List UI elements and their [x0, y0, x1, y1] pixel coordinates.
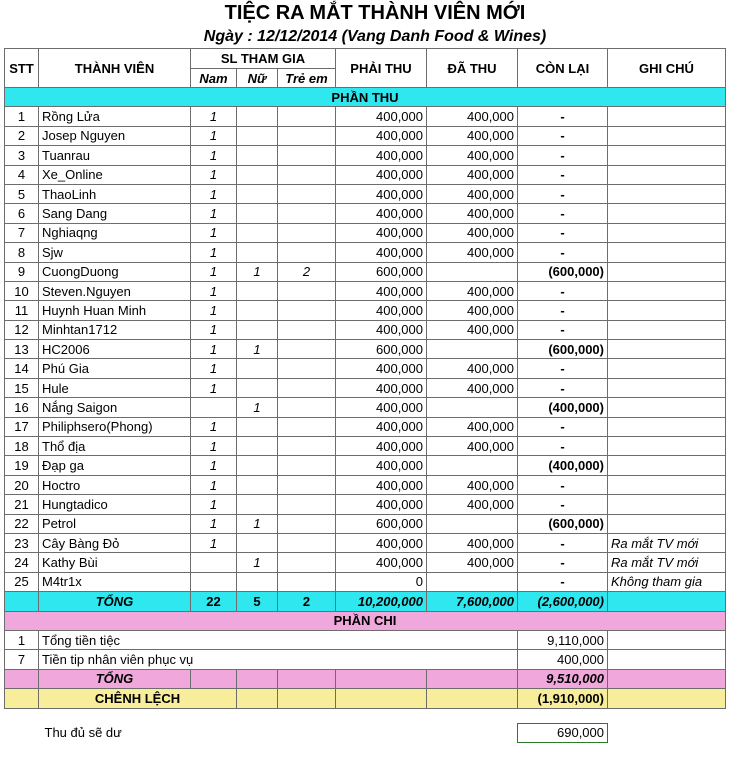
member-nu: 1: [237, 553, 278, 572]
member-note: [608, 495, 726, 514]
member-tre: [278, 320, 336, 339]
member-phai-thu: 0: [336, 572, 427, 591]
member-nu: [237, 165, 278, 184]
member-con-lai: -: [518, 184, 608, 203]
member-nam: 1: [191, 495, 237, 514]
member-stt: 24: [5, 553, 39, 572]
member-da-thu: [427, 514, 518, 533]
member-tre: [278, 359, 336, 378]
member-row: [5, 417, 726, 436]
member-note: [608, 359, 726, 378]
member-nam: 1: [191, 243, 237, 262]
member-nu: [237, 437, 278, 456]
member-da-thu: 400,000: [427, 359, 518, 378]
member-tre: [278, 475, 336, 494]
member-name: Steven.Nguyen: [39, 281, 191, 300]
member-da-thu: [427, 456, 518, 475]
member-note: [608, 456, 726, 475]
member-phai-thu: 400,000: [336, 146, 427, 165]
header-member: THÀNH VIÊN: [39, 49, 191, 88]
member-da-thu: 400,000: [427, 533, 518, 552]
member-row: [5, 495, 726, 514]
member-con-lai: (400,000): [518, 398, 608, 417]
member-stt: 25: [5, 572, 39, 591]
member-da-thu: 400,000: [427, 378, 518, 397]
member-con-lai: -: [518, 146, 608, 165]
header-nu: Nữ: [237, 69, 278, 88]
member-phai-thu: 400,000: [336, 204, 427, 223]
member-tre: [278, 553, 336, 572]
expense-amount: 9,110,000: [518, 630, 608, 649]
member-tre: [278, 572, 336, 591]
member-row: [5, 184, 726, 203]
member-phai-thu: 400,000: [336, 281, 427, 300]
member-note: [608, 243, 726, 262]
member-name: Xe_Online: [39, 165, 191, 184]
member-da-thu: 400,000: [427, 223, 518, 242]
member-note: Ra mắt TV mới: [608, 533, 726, 552]
member-note: Ra mắt TV mới: [608, 553, 726, 572]
member-con-lai: (600,000): [518, 262, 608, 281]
member-nu: [237, 204, 278, 223]
member-note: [608, 165, 726, 184]
member-stt: 21: [5, 495, 39, 514]
member-row: [5, 146, 726, 165]
member-row: [5, 398, 726, 417]
member-name: Thổ địa: [39, 437, 191, 456]
member-da-thu: 400,000: [427, 184, 518, 203]
member-row: [5, 378, 726, 397]
member-tre: [278, 533, 336, 552]
member-con-lai: -: [518, 495, 608, 514]
member-note: [608, 340, 726, 359]
member-row: [5, 204, 726, 223]
member-stt: 23: [5, 533, 39, 552]
member-stt: 17: [5, 417, 39, 436]
expense-name: Tổng tiền tiệc: [39, 630, 518, 649]
member-nu: [237, 146, 278, 165]
chi-total-amount: 9,510,000: [518, 669, 608, 688]
member-nu: [237, 126, 278, 145]
member-da-thu: 400,000: [427, 126, 518, 145]
member-nam: 1: [191, 204, 237, 223]
member-con-lai: -: [518, 359, 608, 378]
member-row: [5, 514, 726, 533]
member-stt: 1: [5, 107, 39, 126]
header-tre-em: Trẻ em: [278, 69, 336, 88]
member-nam: 1: [191, 456, 237, 475]
member-nam: 1: [191, 165, 237, 184]
member-row: [5, 301, 726, 320]
member-stt: 2: [5, 126, 39, 145]
thu-total-label: TỔNG: [39, 592, 191, 611]
member-da-thu: 400,000: [427, 165, 518, 184]
member-tre: [278, 437, 336, 456]
member-phai-thu: 400,000: [336, 378, 427, 397]
member-nam: 1: [191, 320, 237, 339]
member-stt: 19: [5, 456, 39, 475]
member-da-thu: [427, 340, 518, 359]
member-nam: [191, 572, 237, 591]
member-row: [5, 437, 726, 456]
member-nu: [237, 223, 278, 242]
member-row: [5, 126, 726, 145]
member-phai-thu: 400,000: [336, 320, 427, 339]
member-da-thu: 400,000: [427, 146, 518, 165]
expense-amount: 400,000: [518, 650, 608, 669]
thu-total-da: 7,600,000: [427, 592, 518, 611]
member-con-lai: -: [518, 437, 608, 456]
member-row: [5, 456, 726, 475]
member-phai-thu: 400,000: [336, 437, 427, 456]
ledger-table: [4, 48, 726, 743]
member-da-thu: 400,000: [427, 204, 518, 223]
member-con-lai: -: [518, 572, 608, 591]
member-note: [608, 146, 726, 165]
header-stt: STT: [5, 49, 39, 88]
member-con-lai: -: [518, 204, 608, 223]
member-con-lai: -: [518, 533, 608, 552]
member-name: Hoctro: [39, 475, 191, 494]
member-con-lai: -: [518, 107, 608, 126]
member-name: CuongDuong: [39, 262, 191, 281]
member-stt: 16: [5, 398, 39, 417]
member-nu: [237, 107, 278, 126]
expense-name: Tiền tip nhân viên phục vụ: [39, 650, 518, 669]
surplus-label: Thu đủ sẽ dư: [44, 725, 122, 741]
member-nam: 1: [191, 281, 237, 300]
member-note: [608, 514, 726, 533]
member-phai-thu: 400,000: [336, 533, 427, 552]
member-name: ThaoLinh: [39, 184, 191, 203]
member-name: Kathy Bùi: [39, 553, 191, 572]
member-nu: 1: [237, 398, 278, 417]
member-row: [5, 243, 726, 262]
member-row: [5, 281, 726, 300]
member-tre: [278, 340, 336, 359]
member-note: [608, 320, 726, 339]
member-da-thu: 400,000: [427, 495, 518, 514]
member-note: [608, 223, 726, 242]
member-stt: 8: [5, 243, 39, 262]
member-da-thu: 400,000: [427, 243, 518, 262]
member-con-lai: -: [518, 301, 608, 320]
member-nam: 1: [191, 340, 237, 359]
member-tre: [278, 301, 336, 320]
member-tre: [278, 514, 336, 533]
member-name: Cây Bàng Đỏ: [39, 533, 191, 552]
member-phai-thu: 400,000: [336, 417, 427, 436]
member-row: [5, 359, 726, 378]
member-con-lai: -: [518, 281, 608, 300]
member-nam: 1: [191, 184, 237, 203]
member-phai-thu: 400,000: [336, 165, 427, 184]
member-nu: [237, 301, 278, 320]
header-ghi-chu: GHI CHÚ: [608, 49, 726, 88]
member-note: [608, 184, 726, 203]
member-stt: 3: [5, 146, 39, 165]
member-nu: [237, 456, 278, 475]
member-name: HC2006: [39, 340, 191, 359]
header-da-thu: ĐÃ THU: [427, 49, 518, 88]
member-phai-thu: 600,000: [336, 340, 427, 359]
member-da-thu: 400,000: [427, 475, 518, 494]
member-note: [608, 301, 726, 320]
member-tre: [278, 398, 336, 417]
member-phai-thu: 400,000: [336, 475, 427, 494]
member-note: [608, 107, 726, 126]
member-da-thu: 400,000: [427, 437, 518, 456]
member-nam: 1: [191, 223, 237, 242]
member-stt: 20: [5, 475, 39, 494]
member-nam: 1: [191, 146, 237, 165]
member-nam: [191, 553, 237, 572]
member-tre: [278, 165, 336, 184]
member-da-thu: [427, 262, 518, 281]
section-phan-thu: PHẦN THU: [5, 88, 726, 107]
member-note: [608, 204, 726, 223]
member-stt: 9: [5, 262, 39, 281]
member-name: Phú Gia: [39, 359, 191, 378]
member-tre: [278, 126, 336, 145]
member-row: [5, 553, 726, 572]
member-con-lai: -: [518, 378, 608, 397]
member-nam: 1: [191, 107, 237, 126]
member-nam: 1: [191, 262, 237, 281]
member-con-lai: (600,000): [518, 340, 608, 359]
member-tre: 2: [278, 262, 336, 281]
member-con-lai: -: [518, 553, 608, 572]
member-nu: [237, 281, 278, 300]
member-stt: 11: [5, 301, 39, 320]
member-stt: 15: [5, 378, 39, 397]
member-nam: 1: [191, 417, 237, 436]
member-tre: [278, 456, 336, 475]
member-name: Philiphsero(Phong): [39, 417, 191, 436]
sheet-subtitle: Ngày : 12/12/2014 (Vang Danh Food & Wines): [203, 28, 547, 45]
member-nu: [237, 475, 278, 494]
header-con-lai: CÒN LẠI: [518, 49, 608, 88]
member-da-thu: 400,000: [427, 301, 518, 320]
member-name: Nắng Saigon: [39, 398, 191, 417]
member-stt: 10: [5, 281, 39, 300]
member-note: Không tham gia: [608, 572, 726, 591]
member-nam: 1: [191, 533, 237, 552]
member-nu: [237, 572, 278, 591]
member-nam: 1: [191, 437, 237, 456]
member-phai-thu: 400,000: [336, 456, 427, 475]
member-nam: 1: [191, 126, 237, 145]
member-tre: [278, 281, 336, 300]
member-phai-thu: 400,000: [336, 553, 427, 572]
member-name: Petrol: [39, 514, 191, 533]
member-phai-thu: 400,000: [336, 495, 427, 514]
member-row: [5, 572, 726, 591]
member-da-thu: 400,000: [427, 320, 518, 339]
member-nu: [237, 184, 278, 203]
member-stt: 7: [5, 223, 39, 242]
difference-amount: (1,910,000): [518, 689, 608, 708]
member-stt: 4: [5, 165, 39, 184]
member-nu: [237, 417, 278, 436]
member-con-lai: -: [518, 223, 608, 242]
member-con-lai: (400,000): [518, 456, 608, 475]
member-stt: 13: [5, 340, 39, 359]
member-nu: [237, 243, 278, 262]
member-con-lai: -: [518, 475, 608, 494]
member-da-thu: 400,000: [427, 281, 518, 300]
member-tre: [278, 495, 336, 514]
member-row: [5, 340, 726, 359]
member-nu: [237, 359, 278, 378]
header-nam: Nam: [191, 69, 237, 88]
member-tre: [278, 243, 336, 262]
member-da-thu: 400,000: [427, 107, 518, 126]
member-nu: [237, 320, 278, 339]
member-phai-thu: 600,000: [336, 262, 427, 281]
member-name: Sjw: [39, 243, 191, 262]
member-tre: [278, 204, 336, 223]
member-nu: 1: [237, 514, 278, 533]
member-con-lai: -: [518, 417, 608, 436]
thu-total-nam: 22: [191, 592, 237, 611]
member-row: [5, 262, 726, 281]
member-name: Huynh Huan Minh: [39, 301, 191, 320]
member-nu: [237, 378, 278, 397]
member-nu: 1: [237, 340, 278, 359]
member-name: Josep Nguyen: [39, 126, 191, 145]
member-da-thu: [427, 572, 518, 591]
thu-total-nu: 5: [237, 592, 278, 611]
member-nam: [191, 398, 237, 417]
member-name: Rồng Lửa: [39, 107, 191, 126]
member-con-lai: -: [518, 165, 608, 184]
member-con-lai: -: [518, 126, 608, 145]
member-name: Đạp ga: [39, 456, 191, 475]
member-note: [608, 262, 726, 281]
member-row: [5, 165, 726, 184]
member-name: M4tr1x: [39, 572, 191, 591]
member-note: [608, 281, 726, 300]
member-stt: 12: [5, 320, 39, 339]
member-con-lai: -: [518, 320, 608, 339]
member-note: [608, 437, 726, 456]
member-nam: 1: [191, 475, 237, 494]
difference-label: CHÊNH LỆCH: [39, 689, 237, 708]
chi-total-label: TỔNG: [39, 669, 191, 688]
thu-total-tre: 2: [278, 592, 336, 611]
member-phai-thu: 400,000: [336, 243, 427, 262]
member-name: Hule: [39, 378, 191, 397]
member-con-lai: -: [518, 243, 608, 262]
member-phai-thu: 600,000: [336, 514, 427, 533]
member-phai-thu: 400,000: [336, 126, 427, 145]
member-phai-thu: 400,000: [336, 223, 427, 242]
member-tre: [278, 378, 336, 397]
member-note: [608, 126, 726, 145]
member-note: [608, 398, 726, 417]
member-da-thu: 400,000: [427, 417, 518, 436]
member-tre: [278, 184, 336, 203]
member-tre: [278, 107, 336, 126]
member-row: [5, 320, 726, 339]
member-phai-thu: 400,000: [336, 301, 427, 320]
member-row: [5, 533, 726, 552]
member-tre: [278, 417, 336, 436]
member-name: Nghiaqng: [39, 223, 191, 242]
member-nam: 1: [191, 514, 237, 533]
member-tre: [278, 223, 336, 242]
member-note: [608, 417, 726, 436]
thu-total-phai: 10,200,000: [336, 592, 427, 611]
member-con-lai: (600,000): [518, 514, 608, 533]
member-nu: [237, 533, 278, 552]
member-da-thu: 400,000: [427, 553, 518, 572]
member-tre: [278, 146, 336, 165]
expense-stt: 7: [5, 650, 39, 669]
member-stt: 5: [5, 184, 39, 203]
member-phai-thu: 400,000: [336, 359, 427, 378]
member-phai-thu: 400,000: [336, 107, 427, 126]
section-phan-chi: PHẦN CHI: [5, 611, 726, 630]
member-nam: 1: [191, 301, 237, 320]
member-nam: 1: [191, 359, 237, 378]
member-stt: 14: [5, 359, 39, 378]
thu-total-con: (2,600,000): [518, 592, 608, 611]
member-da-thu: [427, 398, 518, 417]
member-row: [5, 223, 726, 242]
expense-stt: 1: [5, 630, 39, 649]
member-nu: [237, 495, 278, 514]
member-note: [608, 475, 726, 494]
header-participants: SL THAM GIA: [191, 49, 336, 69]
member-row: [5, 107, 726, 126]
member-nam: 1: [191, 378, 237, 397]
member-row: [5, 475, 726, 494]
member-name: Tuanrau: [39, 146, 191, 165]
member-nu: 1: [237, 262, 278, 281]
member-stt: 22: [5, 514, 39, 533]
member-name: Sang Dang: [39, 204, 191, 223]
member-phai-thu: 400,000: [336, 398, 427, 417]
member-note: [608, 378, 726, 397]
surplus-amount: 690,000: [518, 723, 608, 742]
member-stt: 6: [5, 204, 39, 223]
header-phai-thu: PHẢI THU: [336, 49, 427, 88]
member-name: Hungtadico: [39, 495, 191, 514]
member-phai-thu: 400,000: [336, 184, 427, 203]
sheet-title: TIỆC RA MẮT THÀNH VIÊN MỚI: [224, 2, 526, 24]
member-stt: 18: [5, 437, 39, 456]
member-name: Minhtan1712: [39, 320, 191, 339]
